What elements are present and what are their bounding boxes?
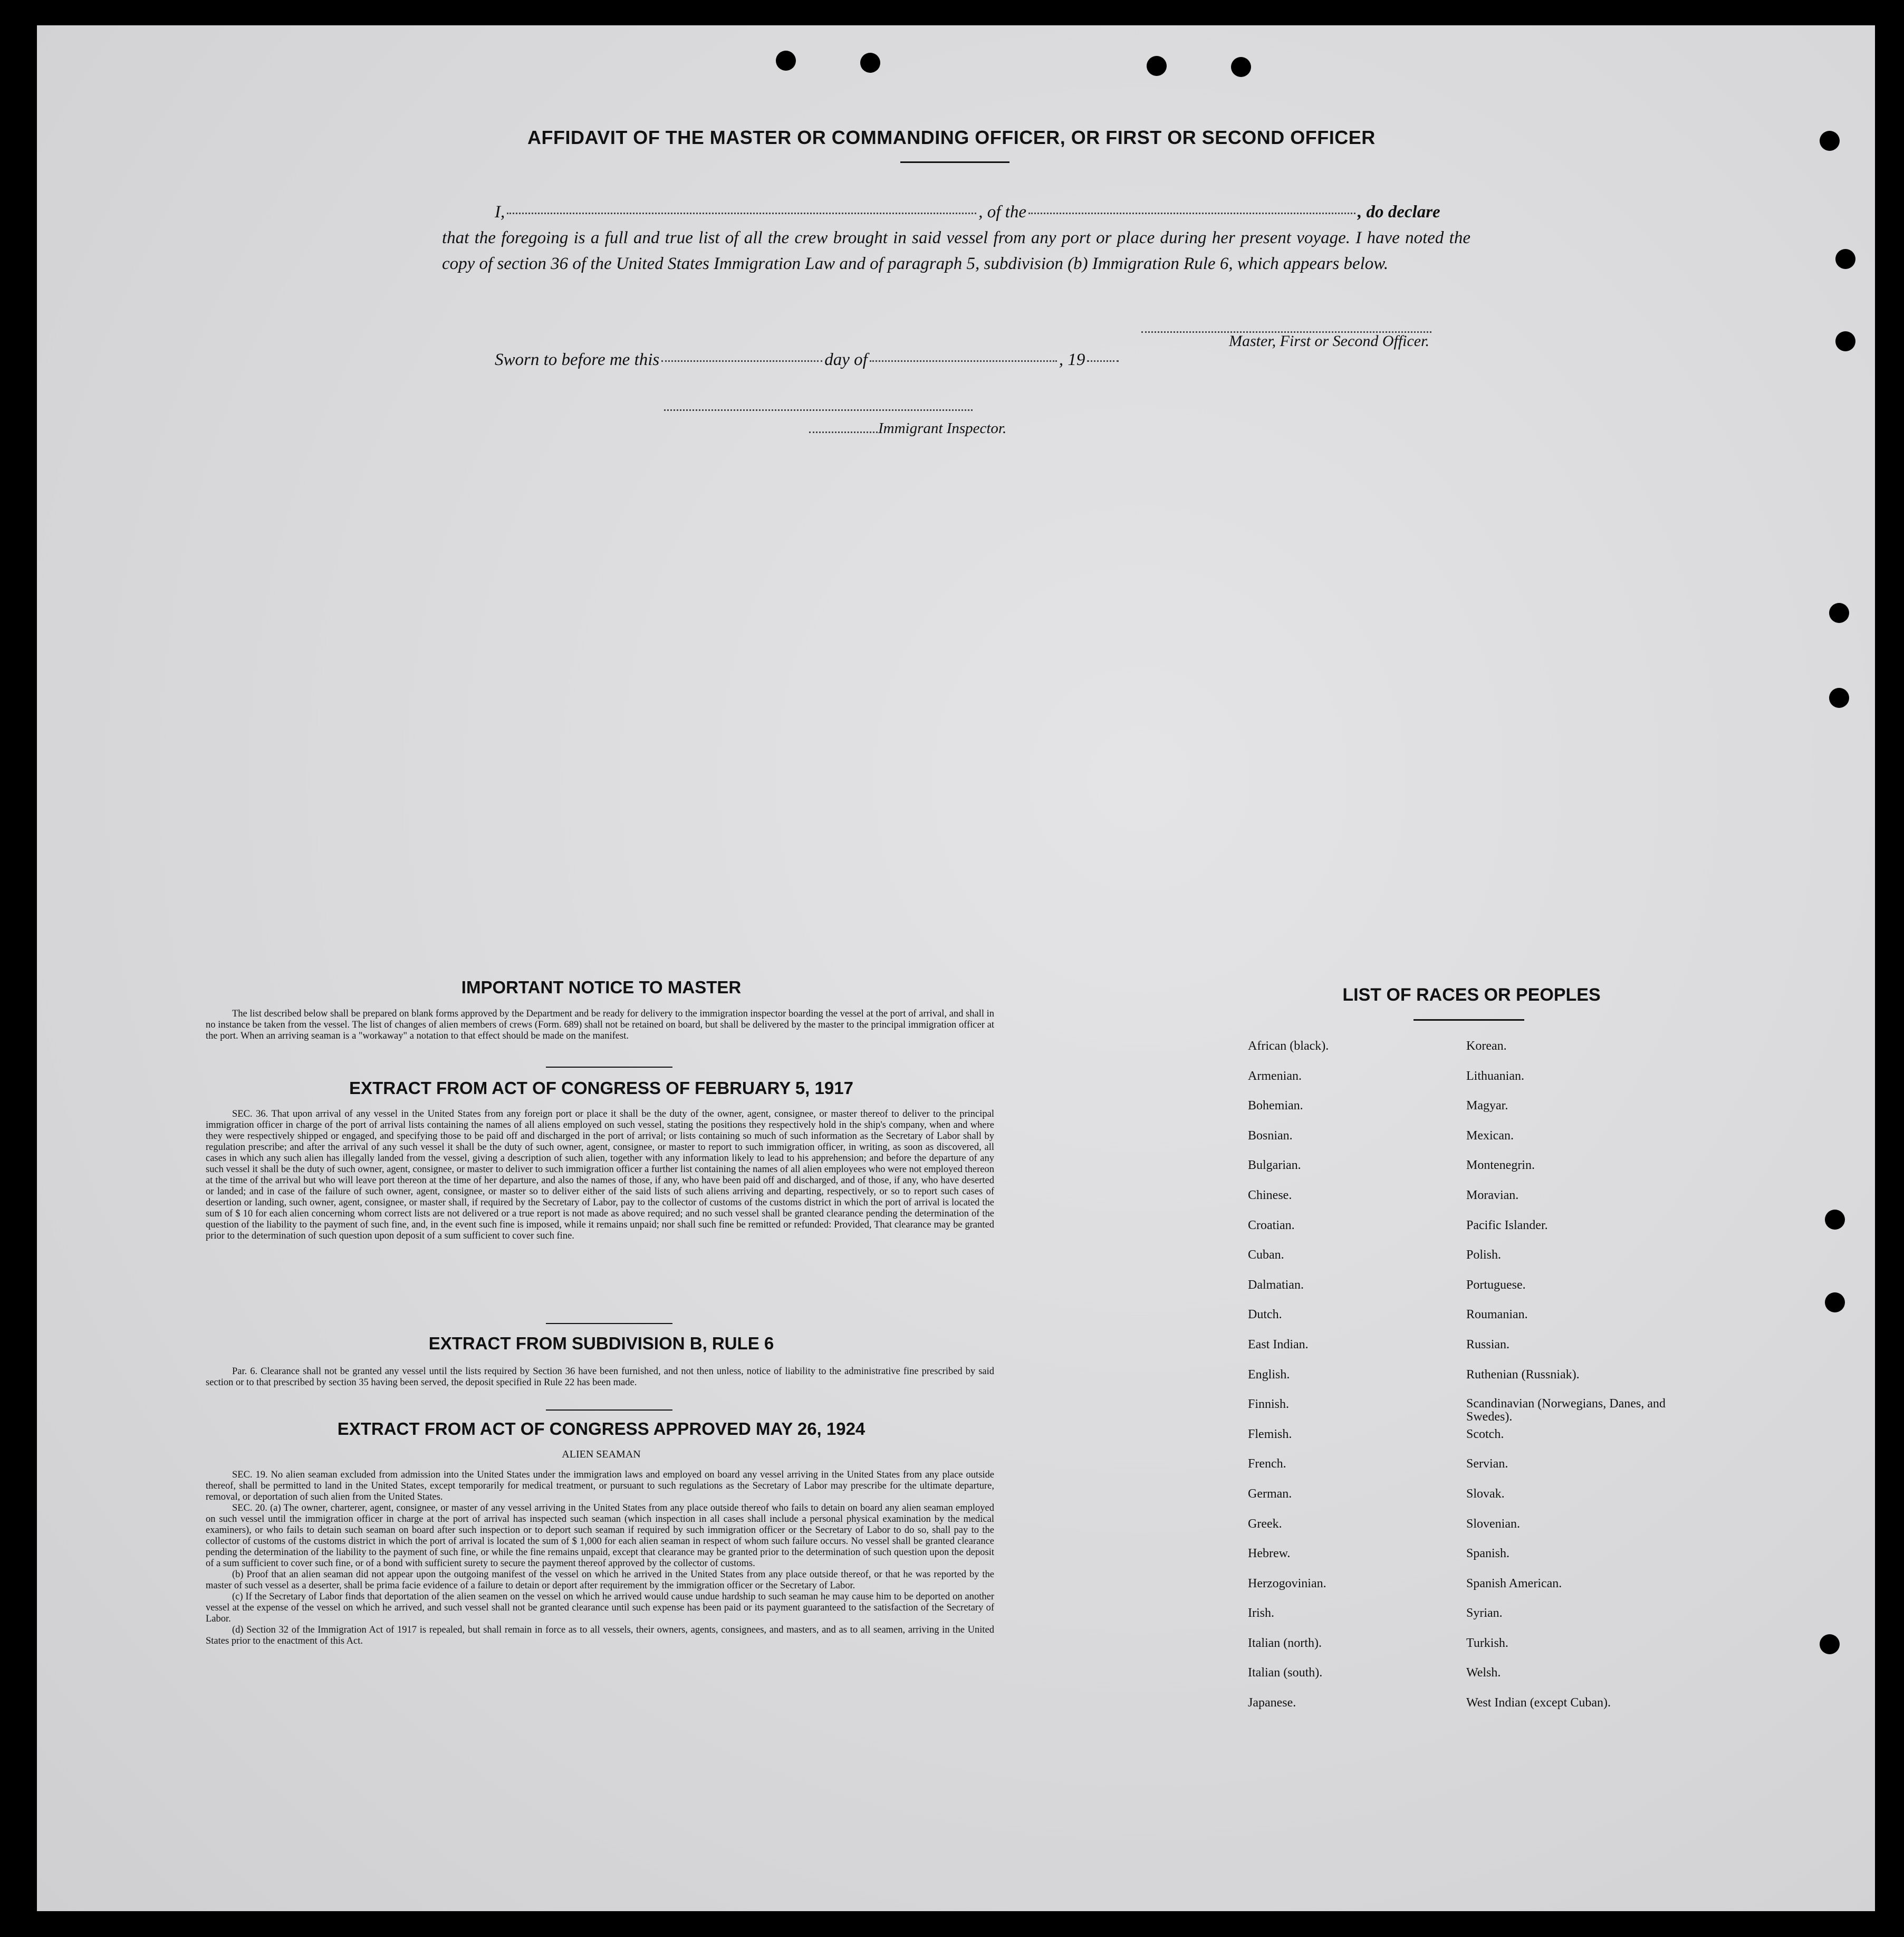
extract-1924-subtitle: ALIEN SEAMAN — [562, 1449, 641, 1460]
sworn-label: Sworn to before me this — [495, 350, 660, 369]
race-item: English. — [1248, 1367, 1290, 1382]
races-column-1 — [1248, 1039, 1329, 1726]
race-item: Mexican. — [1466, 1128, 1514, 1143]
race-item: Japanese. — [1248, 1696, 1296, 1710]
sworn-year-blank — [1087, 360, 1119, 362]
races-column-2 — [1466, 1039, 1693, 1726]
day-of-label: day of — [824, 350, 868, 369]
race-item: Roumanian. — [1466, 1308, 1528, 1322]
rule-6-rule — [546, 1409, 672, 1411]
extract-1917-text: SEC. 36. That upon arrival of any vessel in the United States from any foreign port or place it shall be the duty of the owner, agent, consignee, or master thereof to deliver to the principal immigration officer in charge of the port of arrival lists containing the names of all aliens employed on such vessel, stating the positions they respectively hold in the ship's company, when and where they were respectively shipped or engaged, and specifying those to be paid off and discharged in the port of arrival; or lists containing so much of such information as the Secretary of Labor shall by regulation prescribe; and after the arrival of any such vessel it shall be the duty of such owner, agent, consignee, or master to report to such immigration officer, in writing, as soon as discovered, all cases in which any such alien has illegally landed from the vessel, giving a description of such alien, together with any information likely to lead to his apprehension; and before the departure of any such vessel it shall be the duty of such owner, agent, consignee, or master to deliver to such immigration officer a further list containing the names of all alien employees who were not employed thereon at the time of the arrival but who will leave port thereon at the time of her departure, and also the names of those, if any, who have been paid off and discharged, and of those, if any, who have deserted or landed; and in case of the failure of such owner, agent, consignee, or master so to deliver either of the said lists of such aliens arriving and departing, respectively, or so to report such cases of desertion or landing, such owner, agent, consignee, or master shall, if required by the Secretary of Labor, pay to the collector of customs of the customs district in which the port of arrival is located the sum of $ 10 for each alien concerning whom correct lists are not delivered or a true report is not made as above required; and no such vessel shall be granted clearance pending the determination of the question of the liability to the payment of such fine, and, in the event such fine is imposed, while it remains unpaid; nor shall such fine be remitted or refunded: Provided, That clearance may be granted prior to the determination of such question upon deposit of a sum sufficient to cover such fine. — [206, 1109, 994, 1241]
signature-caption: Master, First or Second Officer. — [1229, 332, 1429, 350]
punch-hole — [1820, 131, 1840, 151]
notice-title: IMPORTANT NOTICE TO MASTER — [461, 977, 742, 997]
races-title-rule — [1413, 1019, 1524, 1021]
race-item: Syrian. — [1466, 1606, 1503, 1620]
sec-20c-paragraph: (c) If the Secretary of Labor finds that deportation of the alien seamen on the vessel on which he arrived would cause undue hardship to such seaman he may cause him to be deported on another vessel at the expense of the vessel on which he arrived, and such vessel shall not be granted clearance until such expense has been paid or its payment guaranteed to the satisfaction of the Secretary of Labor. — [206, 1591, 994, 1624]
extract-1924-title: EXTRACT FROM ACT OF CONGRESS APPROVED MAY 26, 1924 — [337, 1419, 866, 1439]
race-item: Italian (south). — [1248, 1666, 1323, 1680]
punch-hole — [1829, 688, 1849, 708]
race-item: Chinese. — [1248, 1188, 1292, 1202]
race-item: Armenian. — [1248, 1069, 1302, 1083]
punch-hole — [1825, 1292, 1845, 1312]
race-item: East Indian. — [1248, 1337, 1309, 1351]
inspector-signature-line — [664, 409, 973, 411]
race-item: Lithuanian. — [1466, 1069, 1524, 1083]
punch-hole — [860, 53, 880, 73]
race-item: Polish. — [1466, 1248, 1502, 1262]
extract-1917-title: EXTRACT FROM ACT OF CONGRESS OF FEBRUARY 5, 1917 — [349, 1078, 853, 1098]
rule-6-title: EXTRACT FROM SUBDIVISION B, RULE 6 — [428, 1334, 774, 1353]
do-declare-label: , do declare — [1357, 203, 1440, 222]
race-item: Croatian. — [1248, 1218, 1295, 1232]
race-item: Scandinavian (Norwegians, Danes, and Swedes). — [1466, 1397, 1666, 1424]
race-item: Korean. — [1466, 1039, 1507, 1053]
race-item: Moravian. — [1466, 1188, 1519, 1202]
year-label: , 19 — [1059, 350, 1085, 369]
inspector-caption-dots — [809, 431, 878, 433]
rule-6-text: Par. 6. Clearance shall not be granted any vessel until the lists required by Section 36 have been furnished, and not then unless, notice of liability to the administrative fine prescribed by said section or to that prescribed by section 35 having been served, the deposit specified in Rule 22 has been made. — [206, 1366, 994, 1388]
punch-hole — [1820, 1634, 1840, 1654]
sec-20b-paragraph: (b) Proof that an alien seaman did not appear upon the outgoing manifest of the vessel on which he arrived in the United States from any place outside thereof, or that he was reported by the master of such vessel as a deserter, shall be prima facie evidence of a failure to detain or deport after requirement by the immigration officer or the Secretary of Labor. — [206, 1569, 994, 1591]
race-item: Portuguese. — [1466, 1278, 1526, 1292]
punch-hole — [1231, 57, 1251, 77]
sec-20a-paragraph: SEC. 20. (a) The owner, charterer, agent, consignee, or master of any vessel arriving in the United States from any place outside thereof who fails to detain on board any alien seaman employed on such vessel until the immigration officer in charge at the port of arrival has inspected such seaman (which inspection in all cases shall include a personal physical examination by the medical examiners), or who fails to detain such seaman on board after such inspection or to deport such seaman if required by such immigration officer or the Secretary of Labor to do so, shall pay to the collector of customs of the customs district in which the port of arrival is located the sum of $ 1,000 for each alien seaman in respect of whom such failure occurs. No vessel shall be granted clearance pending the determination of the liability to the payment of such fine, or while the fine remains unpaid, except that clearance may be granted prior to the determination of such question upon the deposit of a sum sufficient to cover such fine, or of a bond with sufficient surety to secure the payment thereof approved by the collector of customs. — [206, 1503, 994, 1569]
affidavit-declaration-line — [442, 199, 1470, 225]
extract-1924-text — [206, 1470, 994, 1647]
race-item: Welsh. — [1466, 1666, 1501, 1680]
race-item: Servian. — [1466, 1457, 1508, 1471]
punch-hole — [1829, 603, 1849, 623]
race-item: Bosnian. — [1248, 1128, 1293, 1143]
notice-text: The list described below shall be prepared on blank forms approved by the Department and be ready for delivery to the immigration inspector boarding the vessel at the port of arrival, and shall in no instance be taken from the vessel. The list of changes of alien members of crews (Form. 689) shall not be retained on board, but shall be delivered by the master to the principal immigration officer at the port. When an arriving seaman is a "workaway" a notation to that effect should be made on the manifest. — [206, 1009, 994, 1041]
race-item: Dalmatian. — [1248, 1278, 1304, 1292]
punch-hole — [1825, 1210, 1845, 1230]
of-the-label: , of the — [978, 203, 1026, 222]
affidavit-body — [442, 199, 1470, 277]
race-item: Spanish. — [1466, 1547, 1510, 1561]
race-item: Italian (north). — [1248, 1636, 1322, 1650]
race-item: German. — [1248, 1487, 1292, 1501]
punch-hole — [776, 51, 796, 71]
punch-hole — [1835, 249, 1855, 269]
sworn-day-blank — [661, 360, 822, 362]
race-item: Magyar. — [1466, 1099, 1508, 1113]
race-item: Greek. — [1248, 1517, 1282, 1531]
affidavit-title: AFFIDAVIT OF THE MASTER OR COMMANDING OFFICER, OR FIRST OR SECOND OFFICER — [527, 127, 1376, 148]
sworn-line — [495, 350, 1121, 370]
affidavit-statement: that the foregoing is a full and true list of all the crew brought in said vessel from any port or place during her present voyage. I have noted the copy of section 36 of the United States Immigration Law and of paragraph 5, subdivision (b) Immigration Rule 6, which appears below. — [442, 228, 1470, 273]
race-item: Ruthenian (Russniak). — [1466, 1367, 1580, 1382]
race-item: Bulgarian. — [1248, 1158, 1301, 1173]
punch-hole — [1147, 56, 1167, 76]
race-item: Spanish American. — [1466, 1576, 1562, 1590]
extract-1917-rule — [546, 1323, 672, 1324]
sec-19-paragraph: SEC. 19. No alien seaman excluded from admission into the United States under the immigration laws and employed on board any vessel arriving in the United States from any place outside thereof, shall be permitted to land in the United States, except temporarily for medical treatment, or pursuant to such regulations as the Secretary of Labor may prescribe for the ultimate departure, removal, or deportation of such alien from the United States. — [206, 1470, 994, 1502]
race-item: Bohemian. — [1248, 1099, 1303, 1113]
race-item: Finnish. — [1248, 1397, 1290, 1412]
race-item: African (black). — [1248, 1039, 1329, 1053]
race-item: Cuban. — [1248, 1248, 1284, 1262]
race-item: Turkish. — [1466, 1636, 1508, 1650]
race-item: Slovak. — [1466, 1487, 1505, 1501]
sec-20d-paragraph: (d) Section 32 of the Immigration Act of 1917 is repealed, but shall remain in force as to all vessels, their owners, agents, consignees, and masters, and as to all seamen, arriving in the United States prior to the enactment of this Act. — [206, 1625, 994, 1646]
race-item: Irish. — [1248, 1606, 1274, 1620]
sworn-month-blank — [870, 360, 1057, 362]
race-item: Pacific Islander. — [1466, 1218, 1548, 1232]
races-title: LIST OF RACES OR PEOPLES — [1342, 985, 1601, 1005]
race-item: West Indian (except Cuban). — [1466, 1696, 1611, 1710]
race-item: Montenegrin. — [1466, 1158, 1535, 1173]
vessel-blank — [1028, 213, 1355, 214]
race-item: Herzogovinian. — [1248, 1576, 1326, 1590]
affidavit-title-rule — [900, 161, 1009, 163]
race-item: Russian. — [1466, 1337, 1510, 1351]
race-item: Dutch. — [1248, 1308, 1282, 1322]
inspector-caption: Immigrant Inspector. — [878, 420, 1007, 437]
notice-rule — [546, 1067, 672, 1068]
name-blank — [507, 213, 976, 214]
race-item: Slovenian. — [1466, 1517, 1520, 1531]
race-item: Hebrew. — [1248, 1547, 1291, 1561]
race-item: Scotch. — [1466, 1427, 1504, 1441]
punch-hole — [1835, 331, 1855, 351]
i-label: I, — [495, 203, 505, 222]
race-item: French. — [1248, 1457, 1286, 1471]
race-item: Flemish. — [1248, 1427, 1292, 1441]
